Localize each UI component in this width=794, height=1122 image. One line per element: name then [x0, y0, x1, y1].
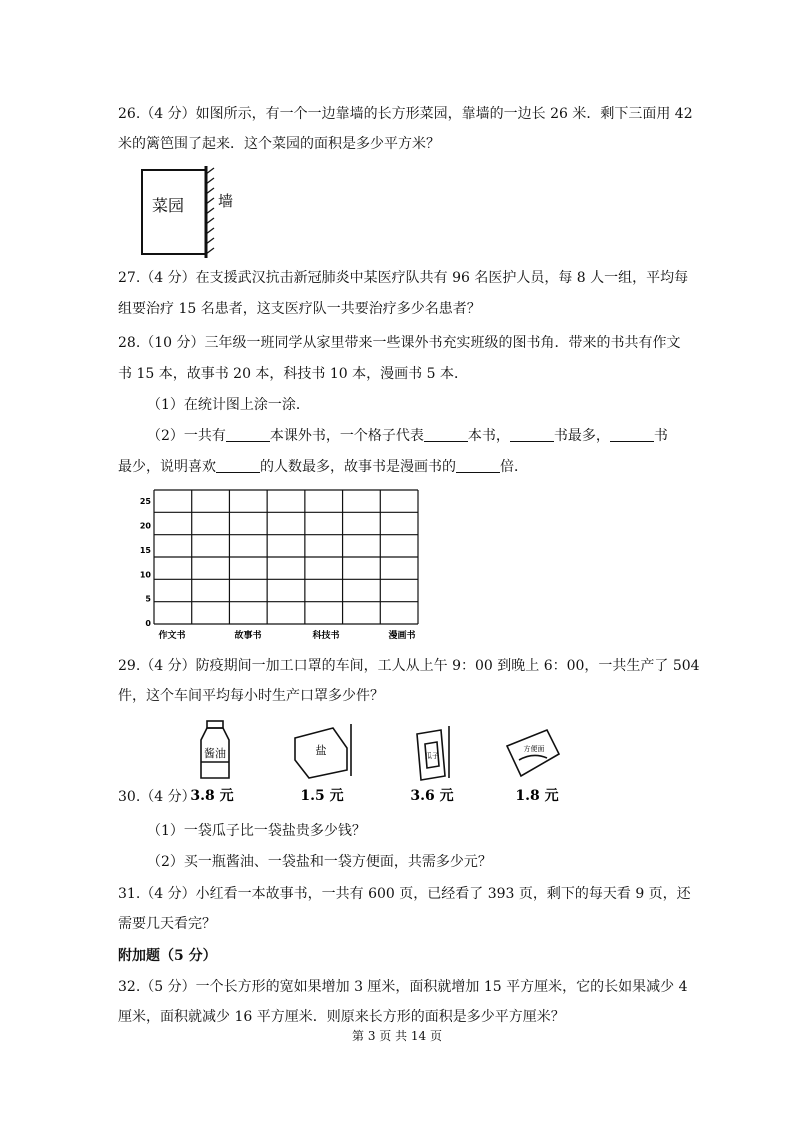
garden-label: 菜园 — [152, 196, 185, 215]
q27-line2: 组要治疗 15 名患者，这支医疗队一共要治疗多少名患者？ — [118, 301, 481, 317]
q28-sub1: （1）在统计图上涂一涂． — [147, 397, 310, 413]
q28-sub3-text-b: 的人数最多，故事书是漫画书的 — [260, 459, 456, 475]
salt-label: 盐 — [315, 744, 327, 757]
q28-sub2-text-a: （2）一共有 — [147, 428, 226, 444]
q26-line1: 26.（4 分）如图所示，有一个一边靠墙的长方形菜园，靠墙的一边长 26 米．剩下三面用 42 — [118, 106, 693, 122]
melon-seeds-label: 瓜子 — [425, 752, 439, 760]
q30-sub1: （1）一袋瓜子比一袋盐贵多少钱？ — [147, 823, 366, 839]
y-tick-label: 5 — [145, 594, 151, 604]
q31-line2: 需要几天看完？ — [118, 916, 216, 932]
y-tick-label: 10 — [139, 570, 151, 580]
q32-line2: 厘米，面积就减少 16 平方厘米．则原来长方形的面积是多少平方厘米？ — [118, 1009, 565, 1025]
least-books-blank[interactable] — [610, 427, 654, 442]
salt-price: 1.5 元 — [300, 788, 344, 804]
q29-line1: 29.（4 分）防疫期间一加工口罩的车间，工人从上午 9：00 到晚上 6：00，一共生产了 504 — [118, 658, 700, 674]
q27-line1: 27.（4 分）在支援武汉抗击新冠肺炎中某医疗队共有 96 名医护人员，每 8 人一组，平均每 — [118, 270, 689, 286]
page-footer: 第 3 页 共 14 页 — [352, 1029, 442, 1043]
wall-label: 墙 — [218, 192, 234, 210]
q28-sub2-text-d: 书最多， — [553, 428, 610, 444]
y-tick-label: 20 — [139, 521, 151, 531]
q29-line2: 件，这个车间平均每小时生产口罩多少件？ — [118, 688, 384, 704]
most-books-blank[interactable] — [510, 427, 554, 442]
q28-sub2-text-c: 本书， — [467, 428, 510, 444]
x-category-label: 漫画书 — [388, 631, 416, 641]
y-tick-label: 25 — [139, 497, 151, 507]
book-chart — [130, 486, 430, 642]
bonus-heading: 附加题（5 分） — [118, 948, 217, 964]
soy-sauce-price: 3.8 元 — [190, 788, 234, 804]
shop-items — [185, 718, 575, 806]
q28-sub2-text-e: 书 — [653, 428, 668, 444]
q32-line1: 32.（5 分）一个长方形的宽如果增加 3 厘米，面积就增加 15 平方厘米，它的长如果减少 4 — [118, 979, 688, 995]
garden-diagram — [140, 164, 250, 259]
x-category-label: 作文书 — [158, 631, 186, 641]
y-tick-label: 0 — [145, 619, 151, 628]
favorite-blank[interactable] — [216, 458, 260, 473]
q28-sub3 — [118, 457, 528, 477]
instant-noodles-label: 方便面 — [523, 745, 545, 753]
y-tick-label: 15 — [139, 545, 151, 555]
instant-noodles-bag-icon — [507, 730, 559, 776]
q28-sub3-text-a: 最少，说明喜欢 — [118, 459, 216, 475]
ratio-blank[interactable] — [456, 458, 500, 473]
melon-seeds-price: 3.6 元 — [410, 788, 454, 804]
q28-sub3-text-c: 倍． — [500, 459, 528, 475]
q28-line2: 书 15 本，故事书 20 本，科技书 10 本，漫画书 5 本． — [118, 366, 468, 382]
total-books-blank[interactable] — [226, 427, 270, 442]
q26-line2: 米的篱笆围了起来．这个菜园的面积是多少平方米？ — [118, 136, 440, 152]
q28-sub2 — [147, 426, 668, 446]
per-cell-blank[interactable] — [424, 427, 468, 442]
q30-number: 30.（4 分） — [118, 789, 196, 805]
q28-sub2-text-b: 本课外书，一个格子代表 — [269, 428, 424, 444]
soy-sauce-label: 酱油 — [204, 747, 226, 760]
q28-line1: 28.（10 分）三年级一班同学从家里带来一些课外书充实班级的图书角．带来的书共有作文 — [118, 335, 681, 351]
q31-line1: 31.（4 分）小红看一本故事书，一共有 600 页，已经看了 393 页，剩下的每天看 9 页，还 — [118, 886, 691, 902]
x-category-label: 故事书 — [234, 631, 262, 641]
x-category-label: 科技书 — [312, 631, 340, 641]
q30-sub2: （2）买一瓶酱油、一袋盐和一袋方便面，共需多少元？ — [147, 854, 492, 870]
instant-noodles-price: 1.8 元 — [515, 788, 559, 804]
